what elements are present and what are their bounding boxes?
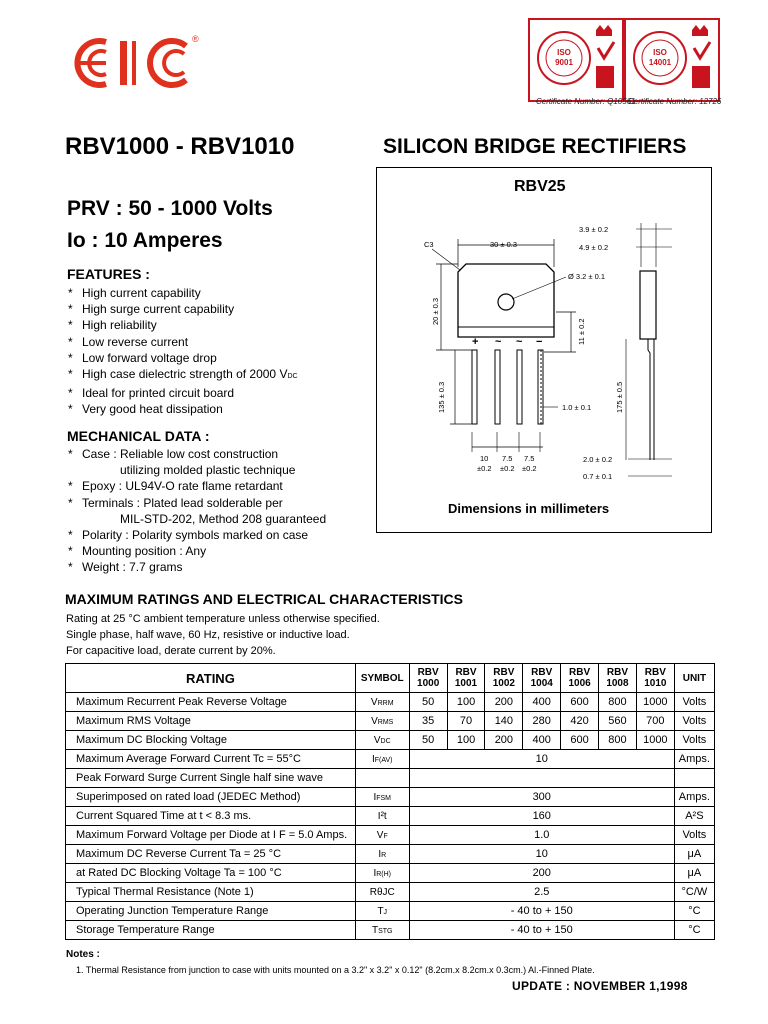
table-row (66, 845, 715, 864)
value-cell: 10 (409, 750, 674, 769)
ratings-heading: MAXIMUM RATINGS AND ELECTRICAL CHARACTERISTICS (65, 591, 463, 607)
iso14001-certification-badge (624, 18, 720, 102)
table-row (66, 693, 715, 712)
table-row (66, 883, 715, 902)
symbol-cell: TJ (355, 902, 409, 921)
dim-side-top1: 3.9 ± 0.2 (579, 225, 609, 234)
param-cell: Maximum Average Forward Current Tc = 55°C (66, 750, 356, 769)
table-row (66, 750, 715, 769)
value-cell: 1.0 (409, 826, 674, 845)
dim-side-b1: 2.0 ± 0.2 (583, 455, 613, 464)
unit-cell: Volts (674, 826, 714, 845)
svg-text:®: ® (192, 34, 199, 44)
symbol-cell: VF (355, 826, 409, 845)
value-cell: 420 (561, 712, 599, 731)
value-cell: 200 (485, 693, 523, 712)
note-1: 1. Thermal Resistance from junction to case with units mounted on a 3.2" x 3.2" x 0.12" (8.2cm.x 8.2cm.x 0.3cm.) Al.-Finned Plate. (76, 965, 595, 975)
param-cell: Storage Temperature Range (66, 921, 356, 940)
dim-spacing-1: 10 (480, 454, 489, 463)
value-cell: 10 (409, 845, 674, 864)
table-header-row (66, 664, 715, 693)
symbol-cell: VDC (355, 731, 409, 750)
value-cell: 800 (599, 731, 637, 750)
io-spec: Io : 10 Amperes (67, 229, 223, 252)
pin-minus: − (536, 336, 543, 348)
product-description-title: SILICON BRIDGE RECTIFIERS (383, 135, 687, 158)
table-row (66, 902, 715, 921)
dim-spacing-2: 7.5 (502, 454, 513, 463)
value-cell: 2.5 (409, 883, 674, 902)
list-item: * Ideal for printed circuit board (68, 386, 235, 401)
unit-cell: Volts (674, 693, 714, 712)
dim-c3: C3 (424, 240, 434, 249)
symbol-cell: VRMS (355, 712, 409, 731)
symbol-cell: I²t (355, 807, 409, 826)
value-cell: 400 (523, 731, 561, 750)
unit-cell: Volts (674, 712, 714, 731)
param-cell: Maximum Forward Voltage per Diode at I F = 5.0 Amps. (66, 826, 356, 845)
header-symbol: SYMBOL (355, 664, 409, 693)
key-specs (67, 193, 273, 257)
dim-lead-length: 135 ± 0.3 (437, 381, 446, 413)
symbol-cell: RθJC (355, 883, 409, 902)
value-cell: 1000 (636, 731, 674, 750)
condition-line: Rating at 25 °C ambient temperature unless otherwise specified. (66, 613, 380, 625)
list-item: * Terminals : Plated lead solderable per (68, 495, 283, 510)
dim-side-length: 175 ± 0.5 (615, 381, 624, 413)
unit-cell: Amps. (674, 750, 714, 769)
value-cell: 600 (561, 693, 599, 712)
value-cell: 70 (447, 712, 485, 731)
param-cell: Maximum DC Reverse Current Ta = 25 °C (66, 845, 356, 864)
notes-heading: Notes : (66, 949, 100, 960)
unit-cell: Volts (674, 731, 714, 750)
list-item: * High current capability (68, 286, 201, 300)
table-row (66, 826, 715, 845)
list-item: * Low reverse current (68, 334, 189, 349)
dim-width: 30 ± 0.3 (490, 240, 518, 249)
value-cell: 280 (523, 712, 561, 731)
svg-text:ISO: ISO (557, 48, 571, 57)
table-row (66, 807, 715, 826)
list-item: * High case dielectric strength of 2000 VDC (68, 367, 298, 382)
dim-side-b2: 0.7 ± 0.1 (583, 472, 613, 481)
symbol-cell: IF(AV) (355, 750, 409, 769)
svg-text:9001: 9001 (555, 58, 573, 67)
header-rating: RATING (66, 664, 356, 693)
list-item: * Weight : 7.7 grams (68, 560, 183, 575)
update-date: UPDATE : NOVEMBER 1,1998 (512, 979, 688, 993)
mechanical-heading: MECHANICAL DATA : (67, 428, 210, 444)
condition-line: For capacitive load, derate current by 20%. (66, 645, 276, 657)
symbol-cell: TSTG (355, 921, 409, 940)
unit-cell: μA (674, 864, 714, 883)
symbol-cell: IR(H) (355, 864, 409, 883)
package-name: RBV25 (514, 178, 566, 195)
symbol-cell: IFSM (355, 788, 409, 807)
unit-cell: μA (674, 845, 714, 864)
value-cell: 140 (485, 712, 523, 731)
list-item: * Polarity : Polarity symbols marked on case (68, 528, 309, 543)
table-row (66, 864, 715, 883)
dim-body-lead: 11 ± 0.2 (577, 318, 586, 345)
value-cell: 1000 (636, 693, 674, 712)
value-cell: - 40 to + 150 (409, 902, 674, 921)
value-cell: - 40 to + 150 (409, 921, 674, 940)
features-heading: FEATURES : (67, 266, 150, 282)
dim-side-top2: 4.9 ± 0.2 (579, 243, 609, 252)
svg-text:14001: 14001 (648, 58, 672, 67)
value-cell: 50 (409, 693, 447, 712)
mechanical-list (68, 446, 326, 576)
eic-logo (66, 28, 206, 98)
table-row (66, 712, 715, 731)
cert2-number: Certificate Number: 12726 (628, 97, 722, 106)
unit-cell (674, 769, 714, 788)
header-part: RBV 1010 (636, 664, 674, 693)
pin-ac2: ~ (516, 336, 523, 348)
param-cell: at Rated DC Blocking Voltage Ta = 100 °C (66, 864, 356, 883)
cert1-number: Certificate Number: Q10561 (536, 97, 636, 106)
value-cell: 35 (409, 712, 447, 731)
value-cell: 100 (447, 693, 485, 712)
value-cell: 200 (409, 864, 674, 883)
unit-cell: °C (674, 902, 714, 921)
param-cell: Current Squared Time at t < 8.3 ms. (66, 807, 356, 826)
list-item: * High surge current capability (68, 302, 235, 317)
dim-height: 20 ± 0.3 (431, 297, 440, 325)
value-cell: 700 (636, 712, 674, 731)
part-range-title: RBV1000 - RBV1010 (65, 133, 295, 160)
list-item: * High reliability (68, 318, 157, 333)
rating-conditions (66, 611, 380, 659)
list-item: MIL-STD-202, Method 208 guaranteed (120, 511, 327, 526)
value-cell: 400 (523, 693, 561, 712)
list-item: * Low forward voltage drop (68, 350, 217, 365)
symbol-cell: IR (355, 845, 409, 864)
list-item: * Case : Reliable low cost construction (68, 447, 279, 461)
value-cell: 200 (485, 731, 523, 750)
dim-hole: Ø 3.2 ± 0.1 (568, 272, 606, 281)
value-cell (409, 769, 674, 788)
features-list (68, 285, 298, 418)
param-cell: Operating Junction Temperature Range (66, 902, 356, 921)
symbol-cell: VRRM (355, 693, 409, 712)
list-item: * Epoxy : UL94V-O rate flame retardant (68, 479, 283, 494)
value-cell: 50 (409, 731, 447, 750)
pin-ac1: ~ (495, 336, 502, 348)
param-cell: Maximum DC Blocking Voltage (66, 731, 356, 750)
value-cell: 800 (599, 693, 637, 712)
svg-text:ISO: ISO (653, 48, 667, 57)
list-item: utilizing molded plastic technique (120, 463, 296, 478)
value-cell: 560 (599, 712, 637, 731)
condition-line: Single phase, half wave, 60 Hz, resistive or inductive load. (66, 629, 350, 641)
unit-cell: °C/W (674, 883, 714, 902)
table-row (66, 788, 715, 807)
list-item: * Mounting position : Any (68, 544, 207, 559)
header-part: RBV 1008 (599, 664, 637, 693)
unit-cell: A²S (674, 807, 714, 826)
package-dimension-drawing (376, 167, 712, 533)
param-cell: Peak Forward Surge Current Single half sine wave (66, 769, 356, 788)
table-row (66, 769, 715, 788)
value-cell: 100 (447, 731, 485, 750)
pin-plus: + (472, 336, 479, 348)
param-cell: Maximum RMS Voltage (66, 712, 356, 731)
list-item: * Very good heat dissipation (68, 402, 223, 417)
value-cell: 160 (409, 807, 674, 826)
value-cell: 600 (561, 731, 599, 750)
value-cell: 300 (409, 788, 674, 807)
unit-cell: °C (674, 921, 714, 940)
symbol-cell (355, 769, 409, 788)
header-part: RBV 1004 (523, 664, 561, 693)
param-cell: Maximum Recurrent Peak Reverse Voltage (66, 693, 356, 712)
header-part: RBV 1000 (409, 664, 447, 693)
dim-spacing-3-tol: ±0.2 (522, 464, 537, 473)
table-row (66, 921, 715, 940)
table-row (66, 731, 715, 750)
dim-spacing-3: 7.5 (524, 454, 535, 463)
unit-cell: Amps. (674, 788, 714, 807)
dim-spacing-2-tol: ±0.2 (500, 464, 515, 473)
header-unit: UNIT (674, 664, 714, 693)
iso9001-certification-badge (528, 18, 624, 102)
dim-lead-width: 1.0 ± 0.1 (562, 403, 592, 412)
header-part: RBV 1006 (561, 664, 599, 693)
param-cell: Typical Thermal Resistance (Note 1) (66, 883, 356, 902)
ratings-table (65, 663, 715, 940)
param-cell: Superimposed on rated load (JEDEC Method) (66, 788, 356, 807)
header-part: RBV 1001 (447, 664, 485, 693)
dim-spacing-1-tol: ±0.2 (477, 464, 492, 473)
header-part: RBV 1002 (485, 664, 523, 693)
prv-spec: PRV : 50 - 1000 Volts (67, 197, 273, 220)
dimensions-caption: Dimensions in millimeters (448, 501, 610, 516)
